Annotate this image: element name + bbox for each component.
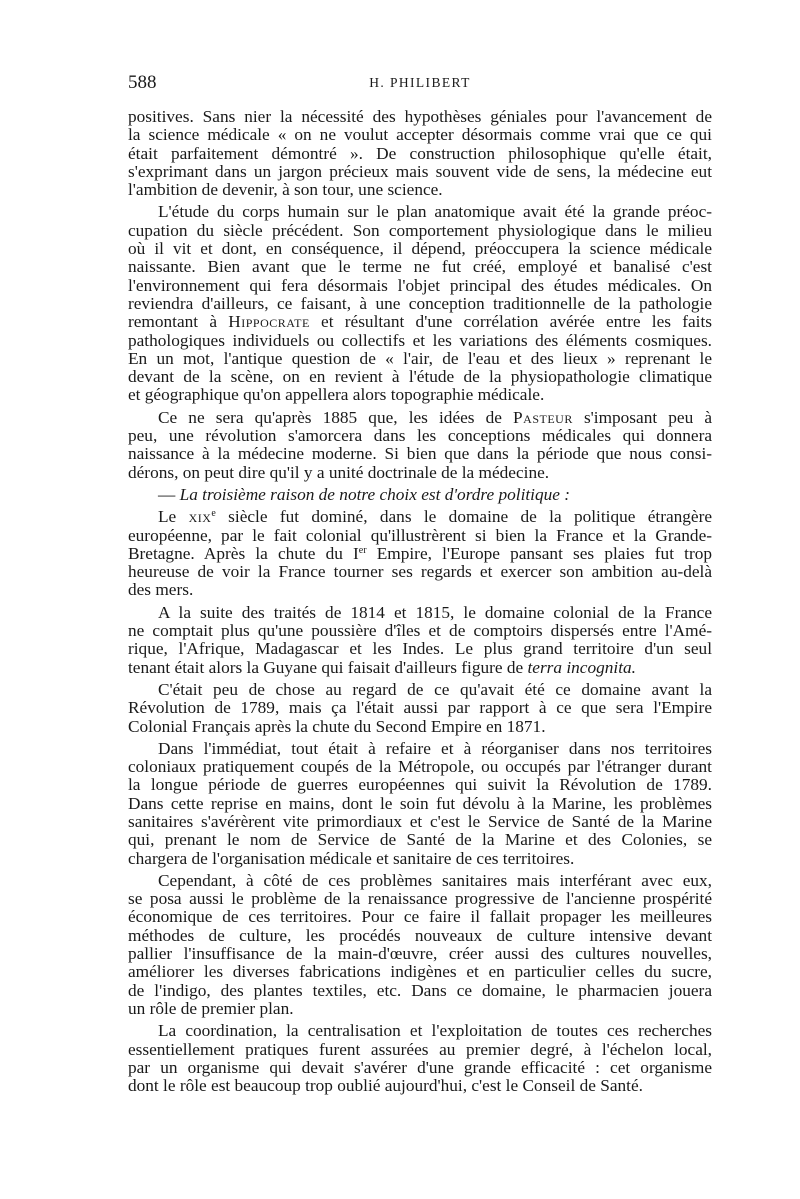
small-caps-name: Pasteur <box>513 407 573 427</box>
paragraph <box>128 872 712 1018</box>
text-line: ne comptait plus qu'une poussière d'îles et de comptoirs dispersés entre l'Amé- <box>128 621 712 641</box>
paragraph <box>128 1022 712 1095</box>
text-line: où il vit et dont, en conséquence, il dépend, préoccupera la science médicale <box>128 239 712 259</box>
text-line: qui, prenant le nom de Service de Santé de la Marine et des Colonies, se <box>128 830 712 850</box>
text-line: l'environnement qui fera désormais l'objet principal des études médicales. On <box>128 275 712 295</box>
text-line: La coordination, la centralisation et l'exploitation de toutes ces recherches <box>158 1021 712 1041</box>
text-line: naissante. Bien avant que le terme ne fut créé, employé et banalisé c'est <box>128 257 712 277</box>
text-line: Le xix$^e$ siècle fut dominé, dans le domaine de la politique étrangère <box>158 507 712 527</box>
text-line: Bretagne. Après la chute du Ier Empire, l'Europe pansant ses plaies fut trop <box>128 543 713 563</box>
text-line: un rôle de premier plan. <box>128 998 294 1018</box>
paragraph <box>128 409 712 482</box>
text-line: de l'indigo, des plantes textiles, etc. Dans ce domaine, le pharmacien jouera <box>128 980 712 1000</box>
body-text <box>128 108 712 1095</box>
superscript: er <box>358 544 367 556</box>
text-line: dérons, on peut dire qu'il y a unité doctrinale de la médecine. <box>128 462 550 482</box>
italic-text: La troisième raison de notre choix est d'ordre politique : <box>179 484 571 504</box>
text-line: reviendra d'ailleurs, ce faisant, à une conception traditionnelle de la pathologie <box>128 293 712 313</box>
text-line: positives. Sans nier la nécessité des hypothèses géniales pour l'avancement de <box>128 107 712 126</box>
text-line: Colonial Français après la chute du Second Empire en 1871. <box>128 716 546 736</box>
paragraph <box>128 604 712 677</box>
text-line: heureuse de voir la France tourner ses regards et exercer son ambition au-delà <box>128 562 712 582</box>
text-line: Dans cette reprise en mains, dont le soin fut dévolu à la Marine, les problèmes <box>128 793 712 813</box>
text-line: devant de la scène, on en revient à l'étude de la physiopathologie climatique <box>128 367 712 387</box>
text-line: naissance à la médecine moderne. Si bien que dans la période que nous consi- <box>128 444 712 464</box>
page-number: 588 <box>128 72 157 93</box>
italic-text: terra incognita. <box>527 657 636 677</box>
superscript: e <box>211 508 216 520</box>
paragraph <box>128 486 712 504</box>
text-line: la longue période de guerres européennes qui suivit la Révolution de 1789. <box>128 775 712 795</box>
text-line: essentiellement pratiques furent assurées au premier degré, à l'échelon local, <box>128 1039 712 1059</box>
paragraph <box>128 108 712 199</box>
text-line: C'était peu de chose au regard de ce qu'avait été ce domaine avant la <box>158 679 712 699</box>
text-line: pathologiques individuels ou collectifs et les variations des éléments cosmiques. <box>128 330 712 350</box>
paragraph <box>128 203 712 404</box>
text-line: la science médicale « on ne voulut accepter désormais comme vrai que ce qui <box>128 125 712 145</box>
text-line: européenne, par le fait colonial qu'illustrèrent si bien la France et la Grande- <box>128 525 712 545</box>
text-line: se posa aussi le problème de la renaissance progressive de l'ancienne prospérité <box>128 889 712 909</box>
text-line: coloniaux pratiquement coupés de la Métropole, ou occupés par l'étranger durant <box>128 757 712 777</box>
text-line: l'ambition de devenir, à son tour, une science. <box>128 180 443 200</box>
text-line: tenant était alors la Guyane qui faisait d'ailleurs figure de terra incognita. <box>128 657 636 677</box>
text-line: améliorer les diverses fabrications indigènes et en particulier celles du sucre, <box>128 962 712 982</box>
text-line: chargera de l'organisation médicale et sanitaire de ces territoires. <box>128 848 575 868</box>
text-line: et géographique qu'on appellera alors topographie médicale. <box>128 385 545 405</box>
text-line: par un organisme qui devait s'avérer d'une grande efficacité : cet organisme <box>128 1057 712 1077</box>
paragraph <box>128 508 712 599</box>
text-line: s'exprimant dans un jargon précieux mais souvent vide de sens, la médecine eut <box>128 161 712 181</box>
text-line: Cependant, à côté de ces problèmes sanitaires mais interférant avec eux, <box>158 870 712 890</box>
text-line: pallier l'insuffisance de la main-d'œuvre, créer aussi des cultures nouvelles, <box>128 944 712 964</box>
text-line: économique de ces territoires. Pour ce faire il fallait propager les meilleures <box>128 907 712 927</box>
text-line: cupation du siècle précédent. Son comportement physiologique dans le milieu <box>128 220 712 240</box>
text-line: Dans l'immédiat, tout était à refaire et à réorganiser dans nos territoires <box>158 738 712 758</box>
text-line: était parfaitement démontré ». De construction philosophique qu'elle était, <box>128 143 712 163</box>
paragraph <box>128 681 712 736</box>
text-line: sanitaires s'avérèrent vite primordiaux et c'est le Service de Santé de la Marine <box>128 811 712 831</box>
page-header <box>128 72 712 96</box>
text-line: L'étude du corps humain sur le plan anatomique avait été la grande préoc- <box>158 202 712 222</box>
text-line: rique, l'Afrique, Madagascar et les Indes. Le plus grand territoire d'un seul <box>128 639 712 659</box>
text-line: remontant à Hippocrate et résultant d'une corrélation avérée entre les faits <box>128 312 713 332</box>
text-line: méthodes de culture, les procédés nouveaux de culture intensive devant <box>128 925 712 945</box>
text-line: dont le rôle est beaucoup trop oublié aujourd'hui, c'est le Conseil de Santé. <box>128 1076 643 1096</box>
paragraph <box>128 740 712 868</box>
text-line: — La troisième raison de notre choix est d'ordre politique : <box>158 484 571 504</box>
text-line: peu, une révolution s'amorcera dans les conceptions médicales qui donnera <box>128 426 712 446</box>
text-line: Ce ne sera qu'après 1885 que, les idées de Pasteur s'imposant peu à <box>158 407 712 427</box>
text-line: des mers. <box>128 580 194 600</box>
small-caps-name: Hippocrate <box>228 312 310 332</box>
text-line: En un mot, l'antique question de « l'air, de l'eau et des lieux » reprenant le <box>128 348 712 368</box>
text-line: Révolution de 1789, mais ça l'était aussi par rapport à ce que sera l'Empire <box>128 698 712 718</box>
small-caps-name: xix <box>188 507 212 527</box>
running-head: H. PHILIBERT <box>369 75 471 90</box>
text-line: A la suite des traités de 1814 et 1815, le domaine colonial de la France <box>158 602 712 622</box>
